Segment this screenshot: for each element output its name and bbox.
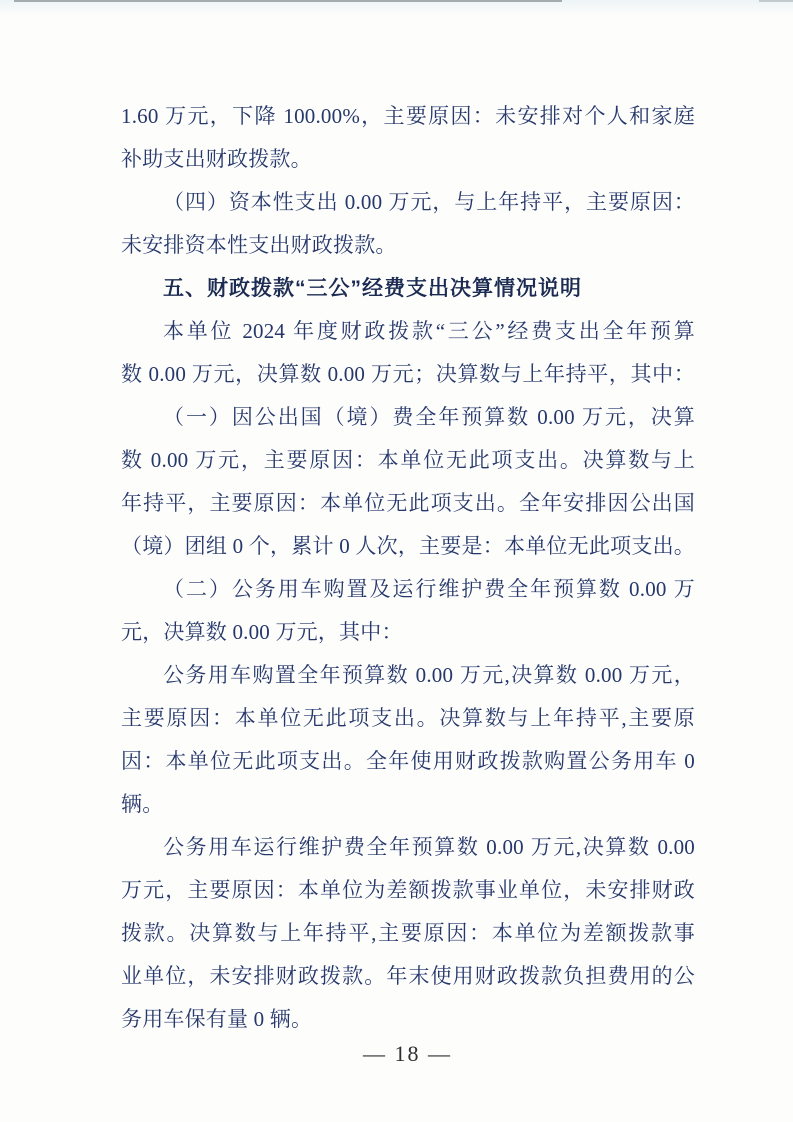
text-line: （境）团组 0 个，累计 0 人次，主要是：本单位无此项支出。 xyxy=(121,534,695,558)
text-line: 务用车保有量 0 辆。 xyxy=(121,1007,313,1031)
text-line: 数 0.00 万元，主要原因：本单位无此项支出。决算数与上 xyxy=(121,448,695,472)
scan-haze-artifact xyxy=(0,0,793,16)
text-line: 业单位，未安排财政拨款。年末使用财政拨款负担费用的公 xyxy=(121,964,695,988)
text-line: 拨款。决算数与上年持平,主要原因：本单位为差额拨款事 xyxy=(121,921,695,945)
text-line: 元，决算数 0.00 万元，其中： xyxy=(121,620,403,644)
text-line: 年持平，主要原因：本单位无此项支出。全年安排因公出国 xyxy=(121,491,695,515)
text-line: 公务用车运行维护费全年预算数 0.00 万元,决算数 0.00 xyxy=(163,835,695,859)
text-line: 万元，主要原因：本单位为差额拨款事业单位，未安排财政 xyxy=(121,878,695,902)
text-line: （四）资本性支出 0.00 万元，与上年持平，主要原因： xyxy=(163,190,695,214)
text-line: 主要原因：本单位无此项支出。决算数与上年持平,主要原 xyxy=(121,706,695,730)
text-line: 数 0.00 万元，决算数 0.00 万元；决算数与上年持平，其中： xyxy=(121,362,695,386)
text-line: 未安排资本性支出财政拨款。 xyxy=(121,233,397,257)
text-line: 本单位 2024 年度财政拨款“三公”经费支出全年预算 xyxy=(163,319,695,343)
text-line: 因：本单位无此项支出。全年使用财政拨款购置公务用车 0 xyxy=(121,749,695,773)
text-line: 辆。 xyxy=(121,792,164,816)
text-line: （二）公务用车购置及运行维护费全年预算数 0.00 万 xyxy=(163,577,695,601)
text-line: 1.60 万元，下降 100.00%，主要原因：未安排对个人和家庭 xyxy=(121,104,695,128)
scan-edge-artifact-left xyxy=(14,0,562,2)
text-line: 公务用车购置全年预算数 0.00 万元,决算数 0.00 万元， xyxy=(163,663,695,687)
text-line: （一）因公出国（境）费全年预算数 0.00 万元，决算 xyxy=(163,405,695,429)
text-line: 补助支出财政拨款。 xyxy=(121,147,312,171)
document-body xyxy=(121,95,695,1041)
section-heading: 五、财政拨款“三公”经费支出决算情况说明 xyxy=(163,277,582,300)
scan-edge-artifact-right xyxy=(759,0,793,2)
page-number: — 18 — xyxy=(363,1041,452,1066)
